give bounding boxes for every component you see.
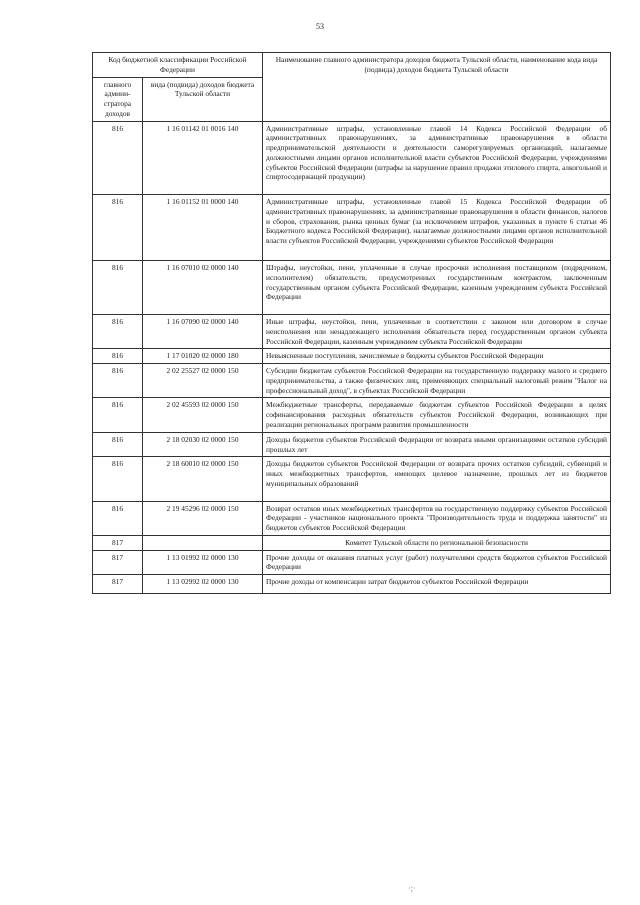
income-name-cell: Доходы бюджетов субъектов Российской Федерации от возврата иными организациями остатков субсидий прошлых лет (263, 432, 611, 457)
income-code-cell: 1 16 07090 02 0000 140 (143, 315, 263, 349)
admin-code-cell: 816 (93, 349, 143, 364)
header-admin-column: главного админи-стратора доходов (93, 77, 143, 121)
admin-code-cell: 817 (93, 550, 143, 575)
income-name-cell: Прочие доходы от компенсации затрат бюджетов субъектов Российской Федерации (263, 575, 611, 594)
header-code-group: Код бюджетной классификации Российской Федерации (93, 53, 263, 78)
income-code-cell: 1 16 01142 01 0016 140 (143, 121, 263, 195)
budget-classification-table (92, 52, 611, 594)
header-code-column: вида (подвида) доходов бюджета Тульской области (143, 77, 263, 121)
income-code-cell (143, 535, 263, 550)
footer-mark: ·;· (408, 884, 416, 893)
income-code-cell: 1 13 02992 02 0000 130 (143, 575, 263, 594)
admin-code-cell: 816 (93, 195, 143, 261)
header-name-group: Наименование главного администратора доходов бюджета Тульской области, наименование кода вида (подвида) доходов бюджета Тульской области (263, 53, 611, 122)
income-code-cell: 1 16 01152 01 0000 140 (143, 195, 263, 261)
table-row (93, 315, 611, 349)
income-code-cell: 1 17 01020 02 0000 180 (143, 349, 263, 364)
income-code-cell: 2 02 45593 02 0000 150 (143, 398, 263, 432)
table-row (93, 364, 611, 398)
table-row (93, 121, 611, 195)
income-code-cell: 2 18 60010 02 0000 150 (143, 457, 263, 501)
income-code-cell: 2 19 45296 02 0000 150 (143, 501, 263, 535)
income-name-cell: Административные штрафы, установленные главой 14 Кодекса Российской Федерации об административных правонарушениях, за административные правонарушения в области предпринимательской деятельности и деятельности саморегулируемых организаций, налагаемые должностными лицами органов исполнительной власти субъектов Российской Федерации, учреждениями субъектов Российской Федерации (штрафы за нарушение правил продажи этилового спирта, алкогольной и спиртосодержащей продукции) (263, 121, 611, 195)
table-row (93, 432, 611, 457)
table-row (93, 261, 611, 315)
admin-code-cell: 816 (93, 364, 143, 398)
income-code-cell: 2 18 02030 02 0000 150 (143, 432, 263, 457)
income-name-cell: Комитет Тульской области по региональной безопасности (263, 535, 611, 550)
income-name-cell: Иные штрафы, неустойки, пени, уплаченные в соответствии с законом или договором в случае неисполнения или ненадлежащего исполнения обязательств перед государственным органом субъекта Российской Федерации, казенным учреждением субъекта Российской Федерации (263, 315, 611, 349)
admin-code-cell: 816 (93, 315, 143, 349)
income-name-cell: Субсидии бюджетам субъектов Российской Федерации на государственную поддержку малого и среднего предпринимательства, а также физических лиц, применяющих специальный налоговый режим "Налог на профессиональный доход", в субъектах Российской Федерации (263, 364, 611, 398)
admin-code-cell: 816 (93, 432, 143, 457)
table-row (93, 398, 611, 432)
income-name-cell: Доходы бюджетов субъектов Российской Федерации от возврата прочих остатков субсидий, субвенций и иных межбюджетных трансфертов, имеющих целевое назначение, прошлых лет из бюджетов муниципальных образований (263, 457, 611, 501)
table-row (93, 550, 611, 575)
income-code-cell: 2 02 25527 02 0000 150 (143, 364, 263, 398)
income-name-cell: Возврат остатков иных межбюджетных трансфертов на государственную поддержку субъектов Российской Федерации - участников национального проекта "Производительность труда и поддержка занятости" из бюджетов субъектов Российской Федерации (263, 501, 611, 535)
admin-code-cell: 816 (93, 457, 143, 501)
admin-code-cell: 817 (93, 575, 143, 594)
admin-code-cell: 816 (93, 398, 143, 432)
income-code-cell: 1 16 07010 02 0000 140 (143, 261, 263, 315)
table-header-row (93, 53, 611, 78)
admin-code-cell: 816 (93, 501, 143, 535)
income-name-cell: Прочие доходы от оказания платных услуг (работ) получателями средств бюджетов субъектов Российской Федерации (263, 550, 611, 575)
table-row (93, 195, 611, 261)
income-name-cell: Штрафы, неустойки, пени, уплаченные в случае просрочки исполнения поставщиком (подрядчиком, исполнителем) обязательств, предусмотренных государственным контрактом, заключенным государственным органом субъекта Российской Федерации, казенным учреждением субъекта Российской Федерации (263, 261, 611, 315)
income-code-cell: 1 13 01992 02 0000 130 (143, 550, 263, 575)
admin-code-cell: 816 (93, 261, 143, 315)
table-row (93, 457, 611, 501)
table-row (93, 349, 611, 364)
table-row (93, 501, 611, 535)
table-row (93, 575, 611, 594)
income-name-cell: Административные штрафы, установленные главой 15 Кодекса Российской Федерации об административных правонарушениях, за административные правонарушения в области финансов, налогов и сборов, страхования, рынка ценных бумаг (за исключением штрафов, указанных в пункте 6 статьи 46 Бюджетного кодекса Российской Федерации), налагаемые должностными лицами органов исполнительной власти субъектов Российской Федерации, учреждениями субъектов Российской Федерации (263, 195, 611, 261)
table-body (93, 121, 611, 593)
admin-code-cell: 817 (93, 535, 143, 550)
income-name-cell: Невыясненные поступления, зачисляемые в бюджеты субъектов Российской Федерации (263, 349, 611, 364)
table-row (93, 535, 611, 550)
income-name-cell: Межбюджетные трансферты, передаваемые бюджетам субъектов Российской Федерации в целях софинансирования расходных обязательств субъектов Российской Федерации, возникающих при реализации региональных программ развития промышленности (263, 398, 611, 432)
admin-code-cell: 816 (93, 121, 143, 195)
page-number: 53 (316, 22, 324, 31)
